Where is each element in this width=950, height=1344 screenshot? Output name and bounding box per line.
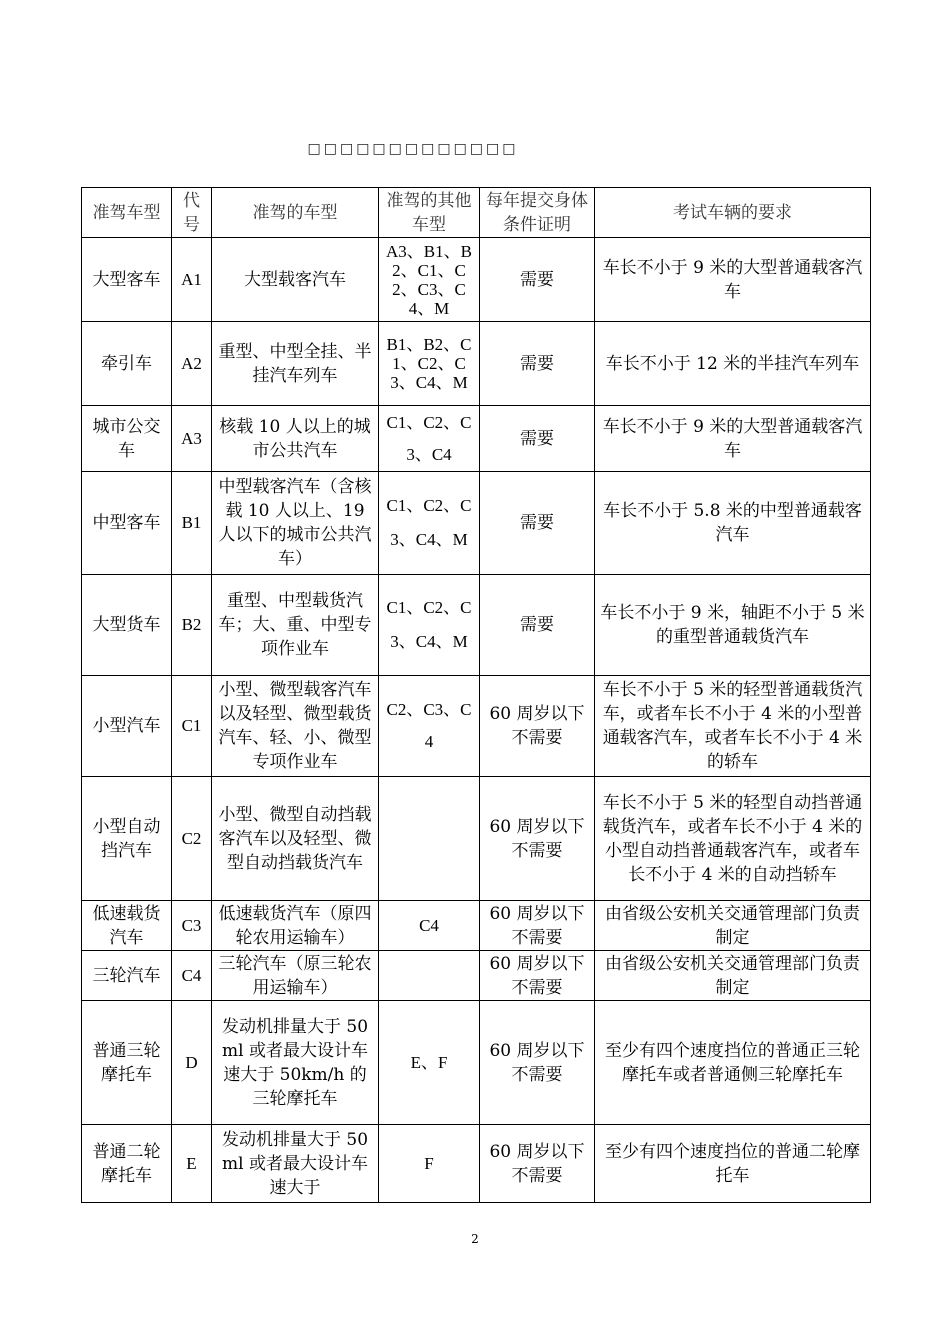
cell-other-permitted: E、F (379, 1001, 480, 1125)
cell-test-vehicle: 车长不小于 5 米的轻型普通载货汽车，或者车长不小于 4 米的小型普通载客汽车，或者车长不小于 4 米的轿车 (595, 676, 871, 777)
cell-other-permitted: C1、C2、C3、C4 (379, 406, 480, 472)
cell-other-permitted: A3、B1、B2、C1、C2、C3、C4、M (379, 238, 480, 322)
cell-health-certificate: 需要 (480, 472, 595, 575)
cell-health-certificate: 60 周岁以下不需要 (480, 676, 595, 777)
table-row (82, 951, 871, 1001)
cell-health-certificate: 60 周岁以下不需要 (480, 1001, 595, 1125)
cell-code: A3 (172, 406, 212, 472)
cell-license-type: 小型汽车 (82, 676, 172, 777)
cell-code: C3 (172, 901, 212, 951)
cell-test-vehicle: 车长不小于 9 米，轴距不小于 5 米的重型普通载货汽车 (595, 575, 871, 676)
cell-code: C4 (172, 951, 212, 1001)
cell-other-permitted: C1、C2、C3、C4、M (379, 472, 480, 575)
cell-other-permitted: B1、B2、C1、C2、C3、C4、M (379, 322, 480, 406)
table-row (82, 238, 871, 322)
cell-permitted-vehicles: 低速载货汽车（原四轮农用运输车） (212, 901, 379, 951)
cell-test-vehicle: 车长不小于 5 米的轻型自动挡普通载货汽车，或者车长不小于 4 米的小型自动挡普通载客汽车，或者车长不小于 4 米的自动挡轿车 (595, 777, 871, 901)
table-row (82, 575, 871, 676)
header-code: 代号 (172, 188, 212, 238)
cell-permitted-vehicles: 核载 10 人以上的城市公共汽车 (212, 406, 379, 472)
cell-health-certificate: 需要 (480, 238, 595, 322)
cell-permitted-vehicles: 发动机排量大于 50ml 或者最大设计车速大于 50km/h 的三轮摩托车 (212, 1001, 379, 1125)
table-row (82, 322, 871, 406)
cell-code: B2 (172, 575, 212, 676)
cell-test-vehicle: 车长不小于 9 米的大型普通载客汽车 (595, 238, 871, 322)
driving-license-table (81, 187, 871, 1203)
cell-health-certificate: 60 周岁以下不需要 (480, 901, 595, 951)
cell-other-permitted (379, 951, 480, 1001)
cell-code: E (172, 1125, 212, 1203)
cell-license-type: 大型客车 (82, 238, 172, 322)
cell-test-vehicle: 车长不小于 9 米的大型普通载客汽车 (595, 406, 871, 472)
page-heading: □□□□□□□□□□□□□ (307, 141, 519, 157)
table-row (82, 472, 871, 575)
cell-code: B1 (172, 472, 212, 575)
cell-health-certificate: 需要 (480, 406, 595, 472)
cell-health-certificate: 需要 (480, 322, 595, 406)
cell-permitted-vehicles: 重型、中型全挂、半挂汽车列车 (212, 322, 379, 406)
cell-license-type: 普通二轮摩托车 (82, 1125, 172, 1203)
cell-test-vehicle: 由省级公安机关交通管理部门负责制定 (595, 951, 871, 1001)
cell-permitted-vehicles: 大型载客汽车 (212, 238, 379, 322)
cell-license-type: 大型货车 (82, 575, 172, 676)
header-test-vehicle: 考试车辆的要求 (595, 188, 871, 238)
cell-permitted-vehicles: 小型、微型载客汽车以及轻型、微型载货汽车、轻、小、微型专项作业车 (212, 676, 379, 777)
cell-permitted-vehicles: 三轮汽车（原三轮农用运输车） (212, 951, 379, 1001)
table-row (82, 901, 871, 951)
cell-code: A1 (172, 238, 212, 322)
cell-license-type: 小型自动挡汽车 (82, 777, 172, 901)
cell-health-certificate: 需要 (480, 575, 595, 676)
cell-test-vehicle: 至少有四个速度挡位的普通正三轮摩托车或者普通侧三轮摩托车 (595, 1001, 871, 1125)
header-permitted-vehicles: 准驾的车型 (212, 188, 379, 238)
table-row (82, 676, 871, 777)
cell-code: C2 (172, 777, 212, 901)
header-license-type: 准驾车型 (82, 188, 172, 238)
cell-health-certificate: 60 周岁以下不需要 (480, 1125, 595, 1203)
cell-permitted-vehicles: 小型、微型自动挡载客汽车以及轻型、微型自动挡载货汽车 (212, 777, 379, 901)
cell-code: D (172, 1001, 212, 1125)
table-row (82, 1001, 871, 1125)
cell-other-permitted: C2、C3、C4 (379, 676, 480, 777)
header-health-certificate: 每年提交身体条件证明 (480, 188, 595, 238)
cell-license-type: 牵引车 (82, 322, 172, 406)
cell-test-vehicle: 至少有四个速度挡位的普通二轮摩托车 (595, 1125, 871, 1203)
cell-license-type: 普通三轮摩托车 (82, 1001, 172, 1125)
cell-permitted-vehicles: 重型、中型载货汽车；大、重、中型专项作业车 (212, 575, 379, 676)
cell-license-type: 城市公交车 (82, 406, 172, 472)
cell-test-vehicle: 由省级公安机关交通管理部门负责制定 (595, 901, 871, 951)
cell-code: C1 (172, 676, 212, 777)
table-row (82, 406, 871, 472)
table-row (82, 777, 871, 901)
cell-license-type: 低速载货汽车 (82, 901, 172, 951)
cell-permitted-vehicles: 发动机排量大于 50ml 或者最大设计车速大于 (212, 1125, 379, 1203)
cell-other-permitted (379, 777, 480, 901)
cell-test-vehicle: 车长不小于 12 米的半挂汽车列车 (595, 322, 871, 406)
header-other-permitted: 准驾的其他车型 (379, 188, 480, 238)
cell-code: A2 (172, 322, 212, 406)
cell-health-certificate: 60 周岁以下不需要 (480, 951, 595, 1001)
cell-license-type: 三轮汽车 (82, 951, 172, 1001)
table-row (82, 1125, 871, 1203)
cell-test-vehicle: 车长不小于 5.8 米的中型普通载客汽车 (595, 472, 871, 575)
cell-license-type: 中型客车 (82, 472, 172, 575)
cell-other-permitted: C4 (379, 901, 480, 951)
page-number: 2 (471, 1232, 479, 1246)
cell-health-certificate: 60 周岁以下不需要 (480, 777, 595, 901)
table-header-row (82, 188, 871, 238)
cell-permitted-vehicles: 中型载客汽车（含核载 10 人以上、19 人以下的城市公共汽车） (212, 472, 379, 575)
cell-other-permitted: F (379, 1125, 480, 1203)
cell-other-permitted: C1、C2、C3、C4、M (379, 575, 480, 676)
